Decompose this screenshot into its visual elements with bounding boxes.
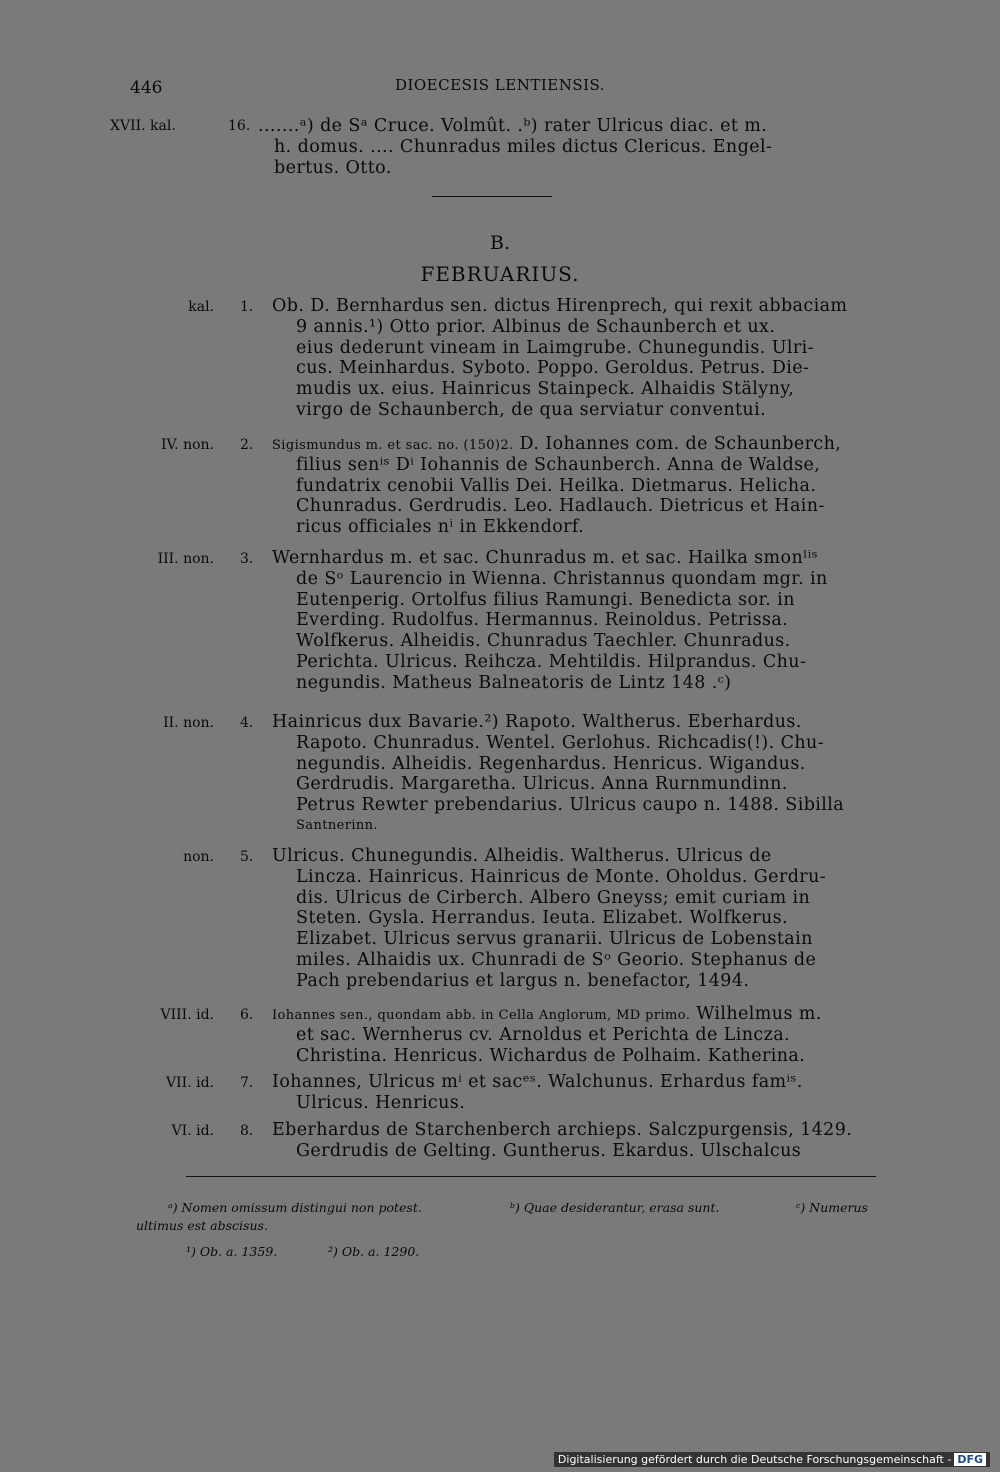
entry-date: non. xyxy=(183,849,214,865)
footnote-separator xyxy=(186,1176,876,1177)
entry-line-rest: Wilhelmus m. xyxy=(690,1004,822,1024)
entry-line: Ob. D. Bernhardus sen. dictus Hirenprech, qui rexit abbaciam xyxy=(272,296,848,316)
entry-line: filius senⁱˢ Dⁱ Iohannis de Schaunberch. Anna de Waldse, xyxy=(296,454,821,475)
entry-line xyxy=(272,1004,822,1024)
entry-line: Eutenperig. Ortolfus filius Ramungi. Benedicta sor. in xyxy=(296,589,795,610)
entry-day: 6. xyxy=(240,1007,254,1023)
footnote-2: ²) Ob. a. 1290. xyxy=(328,1244,420,1259)
entry-line: Hainricus dux Bavarie.²) Rapoto. Waltherus. Eberhardus. xyxy=(272,712,802,732)
entry-line: Ulricus. Henricus. xyxy=(296,1092,466,1113)
entry-line-rest: D. Iohannes com. de Schaunberch, xyxy=(513,434,842,454)
entry-line: Steten. Gysla. Herrandus. Ieuta. Elizabet. Wolfkerus. xyxy=(296,908,789,929)
entry-line: Everding. Rudolfus. Hermannus. Reinoldus. Petrissa. xyxy=(296,610,789,631)
dfg-logo: DFG xyxy=(954,1453,986,1466)
digitization-credit xyxy=(554,1452,990,1467)
entry-date: kal. xyxy=(188,299,214,315)
entry-line: Chunradus. Gerdrudis. Leo. Hadlauch. Dietricus et Hain- xyxy=(296,496,825,517)
entry-line-small: Sigismundus m. et sac. no. (150)2. xyxy=(272,438,514,453)
entry-line: Christina. Henricus. Wichardus de Polhaim. Katherina. xyxy=(296,1045,806,1066)
entry-date: III. non. xyxy=(157,551,214,567)
entry-line: Iohannes, Ulricus mⁱ et sacᵉˢ. Walchunus. Erhardus famⁱˢ. xyxy=(272,1072,803,1092)
entry-line: fundatrix cenobii Vallis Dei. Heilka. Dietmarus. Helicha. xyxy=(296,475,817,496)
entry-line: miles. Alhaidis ux. Chunradi de Sᵒ Georio. Stephanus de xyxy=(296,950,817,970)
entry-day: 4. xyxy=(240,715,254,731)
entry-line: de Sᵒ Laurencio in Wienna. Christannus quondam mgr. in xyxy=(296,568,828,589)
entry-day: 2. xyxy=(240,437,254,453)
entry-line xyxy=(272,434,841,454)
entry-line: Gerdrudis de Gelting. Guntherus. Ekardus. Ulschalcus xyxy=(296,1140,802,1161)
footnote-1: ¹) Ob. a. 1359. xyxy=(186,1244,278,1259)
page-number: 446 xyxy=(130,78,163,98)
footnote-a: ᵃ) Nomen omissum distingui non potest. xyxy=(168,1200,422,1215)
footnote-c: ᶜ) Numerus xyxy=(796,1200,868,1215)
section-divider xyxy=(432,196,552,197)
section-letter: B. xyxy=(489,232,510,254)
footnote-c-continued: ultimus est abscisus. xyxy=(136,1218,268,1233)
entry-date: VIII. id. xyxy=(160,1007,214,1023)
entry-date: VII. id. xyxy=(166,1075,214,1091)
entry-date: VI. id. xyxy=(171,1123,214,1139)
running-title: DIOECESIS LENTIENSIS. xyxy=(394,76,606,94)
entry-line: dis. Ulricus de Cirberch. Albero Gneyss; emit curiam in xyxy=(296,887,811,908)
entry-line: 9 annis.¹) Otto prior. Albinus de Schaunberch et ux. xyxy=(296,316,776,337)
entry-line: .......ᵃ) de Sᵃ Cruce. Volmût. .ᵇ) rater Ulricus diac. et m. xyxy=(258,116,768,136)
entry-line: Pach prebendarius et largus n. benefactor, 1494. xyxy=(296,970,750,991)
entry-line: negundis. Matheus Balneatoris de Lintz 148 .ᶜ) xyxy=(296,672,732,693)
entry-line: Ulricus. Chunegundis. Alheidis. Waltherus. Ulricus de xyxy=(272,846,772,866)
entry-day: 3. xyxy=(240,551,254,567)
entry-line: mudis ux. eius. Hainricus Stainpeck. Alhaidis Stälyny, xyxy=(296,379,795,400)
entry-line: negundis. Alheidis. Regenhardus. Henricus. Wigandus. xyxy=(296,753,806,774)
entry-line: Gerdrudis. Margaretha. Ulricus. Anna Rurnmundinn. xyxy=(296,774,788,795)
entry-line: eius dederunt vineam in Laimgrube. Chunegundis. Ulri- xyxy=(296,337,814,358)
entry-line: ricus officiales nⁱ in Ekkendorf. xyxy=(296,517,585,538)
entry-day: 1. xyxy=(240,299,254,315)
entry-line: Wolfkerus. Alheidis. Chunradus Taechler. Chunradus. xyxy=(296,631,791,652)
entry-date: IV. non. xyxy=(160,437,214,453)
entry-line: bertus. Otto. xyxy=(274,157,392,178)
entry-day: 8. xyxy=(240,1123,254,1139)
entry-line: Eberhardus de Starchenberch archieps. Salczpurgensis, 1429. xyxy=(272,1120,853,1140)
entry-line: virgo de Schaunberch, de qua serviatur conventui. xyxy=(296,400,767,420)
entry-line: et sac. Wernherus cv. Arnoldus et Perichta de Lincza. xyxy=(296,1024,790,1045)
entry-day: 16. xyxy=(228,118,251,134)
entry-day: 7. xyxy=(240,1075,254,1091)
entry-line: Elizabet. Ulricus servus granarii. Ulricus de Lobenstain xyxy=(296,929,813,950)
entry-line-small: Iohannes sen., quondam abb. in Cella Anglorum, MD primo. xyxy=(272,1008,691,1023)
credit-text: Digitalisierung gefördert durch die Deutsche Forschungsgemeinschaft - xyxy=(557,1453,952,1466)
entry-line: Petrus Rewter prebendarius. Ulricus caupo n. 1488. Sibilla xyxy=(296,795,845,816)
entry-line: cus. Meinhardus. Syboto. Poppo. Geroldus. Petrus. Die- xyxy=(296,358,810,379)
entry-line: Rapoto. Chunradus. Wentel. Gerlohus. Richcadis(!). Chu- xyxy=(296,732,825,753)
entry-line: h. domus. .... Chunradus miles dictus Clericus. Engel- xyxy=(274,136,773,157)
entry-date: II. non. xyxy=(163,715,214,731)
entry-line: Wernhardus m. et sac. Chunradus m. et sac. Hailka smonˡⁱˢ xyxy=(272,548,819,568)
entry-day: 5. xyxy=(240,849,254,865)
entry-line-small: Santnerinn. xyxy=(296,818,378,833)
footnote-b: ᵇ) Quae desiderantur, erasa sunt. xyxy=(510,1200,720,1215)
entry-date: XVII. kal. xyxy=(110,118,176,134)
entry-line: Perichta. Ulricus. Reihcza. Mehtildis. Hilprandus. Chu- xyxy=(296,652,807,672)
month-heading: FEBRUARIUS. xyxy=(420,262,580,286)
entry-line: Lincza. Hainricus. Hainricus de Monte. Oholdus. Gerdru- xyxy=(296,866,827,887)
